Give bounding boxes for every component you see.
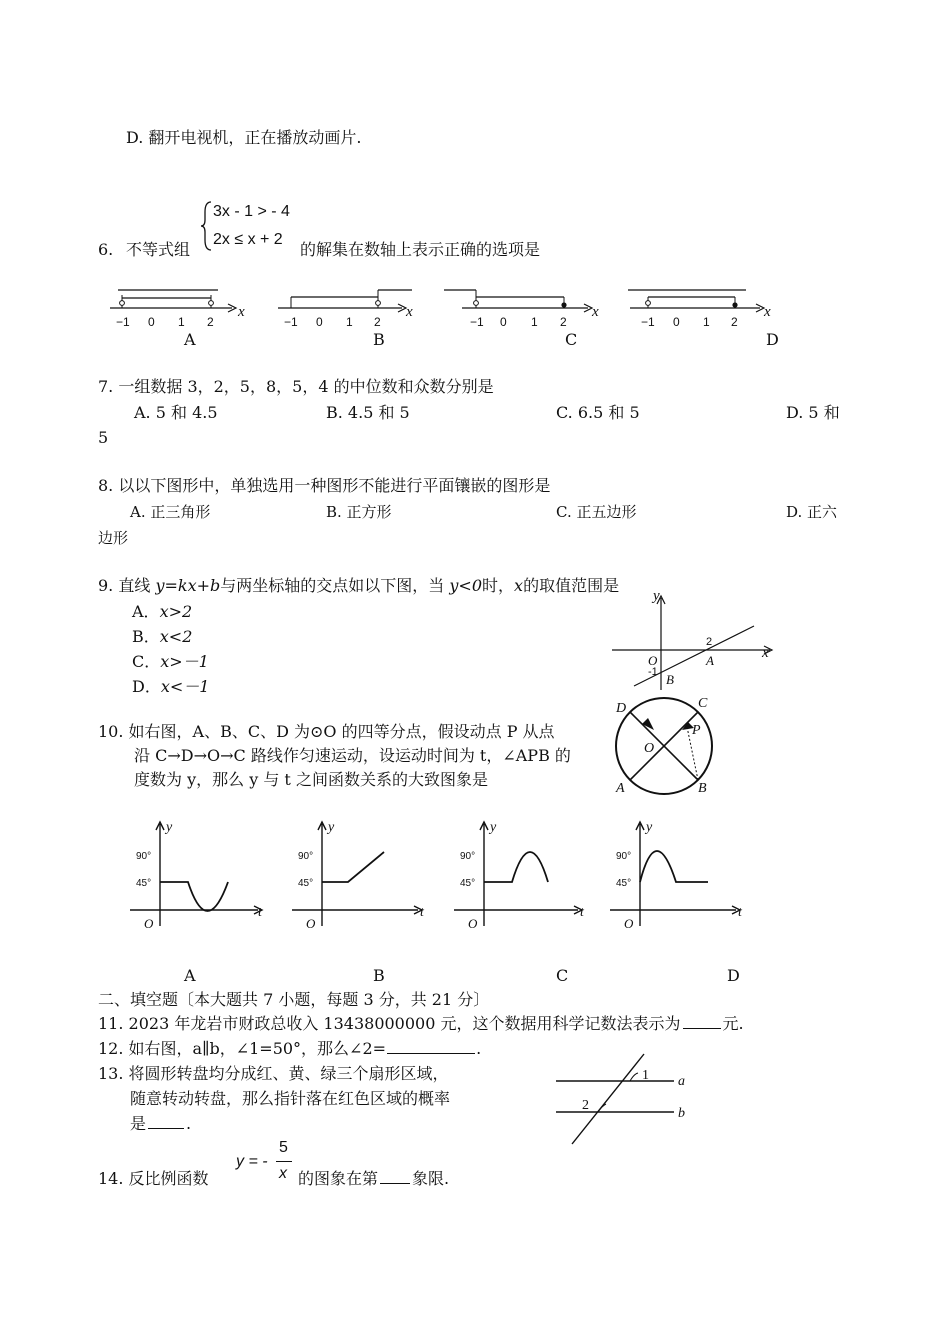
q10-line-3: 度数为 y，那么 y 与 t 之间函数关系的大致图象是 — [134, 770, 488, 789]
q11: 11. 2023 年龙岩市财政总收入 13438000000 元，这个数据用科学记数法表示为 元. — [98, 1014, 744, 1033]
svg-text:O: O — [144, 916, 154, 931]
q9-option-c: C．x>－1 — [132, 652, 209, 671]
svg-text:y: y — [166, 820, 173, 835]
q10-line-2: 沿 C→D→O→C 路线作匀速运动，设运动时间为 t，∠APB 的 — [134, 746, 571, 765]
q6-number: 6. — [98, 240, 114, 259]
svg-text:45°: 45° — [460, 878, 476, 889]
svg-text:90°: 90° — [298, 851, 314, 862]
svg-text:P: P — [692, 723, 701, 738]
q14-blank[interactable] — [380, 1169, 410, 1184]
svg-text:90°: 90° — [136, 851, 152, 862]
q7-option-b: B. 4.5 和 5 — [326, 403, 410, 422]
svg-text:O: O — [306, 916, 316, 931]
q6-option-c: C — [565, 330, 578, 349]
svg-text:t: t — [738, 905, 742, 920]
svg-text:90°: 90° — [460, 851, 476, 862]
q6-option-a: A — [184, 330, 196, 349]
svg-text:-1: -1 — [648, 666, 658, 678]
svg-text:90°: 90° — [616, 851, 632, 862]
q6-prefix: 不等式组 — [126, 240, 191, 259]
svg-text:y: y — [490, 820, 497, 835]
svg-text:a: a — [678, 1074, 685, 1089]
q7-option-d-cont: 5 — [98, 428, 109, 447]
svg-text:B: B — [666, 672, 674, 687]
svg-text:t: t — [420, 905, 424, 920]
svg-text:t: t — [580, 905, 584, 920]
q12: 12. 如右图，a∥b，∠1=50°，那么∠2= . — [98, 1039, 482, 1058]
svg-text:t: t — [258, 905, 262, 920]
svg-text:O: O — [644, 741, 655, 756]
q6-suffix: 的解集在数轴上表示正确的选项是 — [300, 240, 541, 259]
q8-stem: 8. 以以下图形中，单独选用一种图形不能进行平面镶嵌的图形是 — [98, 476, 551, 495]
q10-option-a: A — [184, 966, 196, 985]
q9-option-d: D．x<－1 — [132, 677, 210, 696]
svg-text:0: 0 — [500, 315, 507, 329]
q6-option-d: D — [766, 330, 779, 349]
svg-text:1: 1 — [178, 315, 185, 329]
q13-line-3: 是 . — [130, 1114, 192, 1133]
svg-text:y: y — [646, 820, 653, 835]
svg-text:2: 2 — [560, 315, 567, 329]
q14-line: 的图象在第 象限. — [298, 1169, 450, 1188]
q10-option-c: C — [556, 966, 569, 985]
svg-text:B: B — [698, 781, 707, 796]
q7-option-d: D. 5 和 — [786, 403, 840, 422]
q9-stem: 9. 直线 y=kx+b与两坐标轴的交点如以下图，当 y<0时，x的取值范围是 — [98, 576, 620, 595]
svg-text:b: b — [678, 1106, 685, 1121]
q14-y-eq: y = - — [236, 1153, 268, 1170]
q8-option-a: A. 正三角形 — [130, 503, 211, 521]
svg-text:45°: 45° — [616, 878, 632, 889]
q9-option-a: A．x>2 — [132, 602, 193, 621]
svg-text:O: O — [648, 653, 658, 668]
svg-text:45°: 45° — [136, 878, 152, 889]
svg-text:1: 1 — [346, 315, 353, 329]
q14-fraction-bar — [276, 1161, 292, 1162]
svg-text:0: 0 — [148, 315, 155, 329]
q8-option-d: D. 正六 — [786, 503, 838, 521]
svg-text:1: 1 — [531, 315, 538, 329]
svg-text:0: 0 — [316, 315, 323, 329]
svg-text:1: 1 — [703, 315, 710, 329]
q10-option-d: D — [727, 966, 740, 985]
section-2-title: 二、填空题〔本大题共 7 小题，每题 3 分，共 21 分〕 — [98, 990, 490, 1009]
q14-denominator: x — [279, 1165, 287, 1182]
svg-text:−1: −1 — [284, 315, 298, 329]
svg-text:A: A — [616, 781, 625, 796]
svg-text:2: 2 — [207, 315, 214, 329]
svg-text:1: 1 — [642, 1068, 649, 1083]
q7-option-c: C. 6.5 和 5 — [556, 403, 640, 422]
q6-inequality-1: 3x - 1 > - 4 — [213, 203, 290, 220]
svg-text:C: C — [698, 696, 708, 711]
svg-text:x: x — [238, 304, 245, 320]
q14-text: 14. 反比例函数 — [98, 1169, 209, 1188]
svg-text:2: 2 — [374, 315, 381, 329]
q13-line-2: 随意转动转盘，那么指针落在红色区域的概率 — [130, 1089, 451, 1108]
q7-option-a: A. 5 和 4.5 — [134, 403, 218, 422]
svg-text:45°: 45° — [298, 878, 314, 889]
axis-label: −1 — [116, 315, 130, 329]
svg-text:O: O — [468, 916, 478, 931]
q14-numerator: 5 — [279, 1139, 288, 1156]
svg-text:0: 0 — [673, 315, 680, 329]
svg-text:x: x — [592, 304, 599, 320]
svg-text:−1: −1 — [470, 315, 484, 329]
q13-line-1: 13. 将圆形转盘均分成红、黄、绿三个扇形区域， — [98, 1064, 449, 1083]
q8-option-c: C. 正五边形 — [556, 503, 637, 521]
q6-option-b: B — [373, 330, 385, 349]
q10-line-1: 10. 如右图，A、B、C、D 为⊙O 的四等分点，假设动点 P 从点 — [98, 722, 555, 741]
svg-text:2: 2 — [582, 1098, 589, 1113]
svg-text:x: x — [406, 304, 413, 320]
q10-option-b: B — [373, 966, 385, 985]
svg-text:2: 2 — [706, 636, 713, 648]
svg-text:y: y — [653, 588, 660, 604]
svg-text:x: x — [764, 304, 771, 320]
svg-text:x: x — [762, 645, 769, 661]
svg-text:O: O — [624, 916, 634, 931]
svg-text:D: D — [616, 701, 627, 716]
q9-option-b: B．x<2 — [132, 627, 193, 646]
q6-inequality-2: 2x ≤ x + 2 — [213, 231, 283, 248]
svg-text:−1: −1 — [641, 315, 655, 329]
svg-text:y: y — [328, 820, 335, 835]
q8-option-d-cont: 边形 — [98, 529, 129, 547]
q7-stem: 7. 一组数据 3，2，5，8，5，4 的中位数和众数分别是 — [98, 377, 494, 396]
q5-option-d: D. 翻开电视机，正在播放动画片. — [126, 128, 362, 147]
q8-option-b: B. 正方形 — [326, 503, 392, 521]
svg-text:A: A — [706, 653, 714, 668]
svg-text:2: 2 — [731, 315, 738, 329]
